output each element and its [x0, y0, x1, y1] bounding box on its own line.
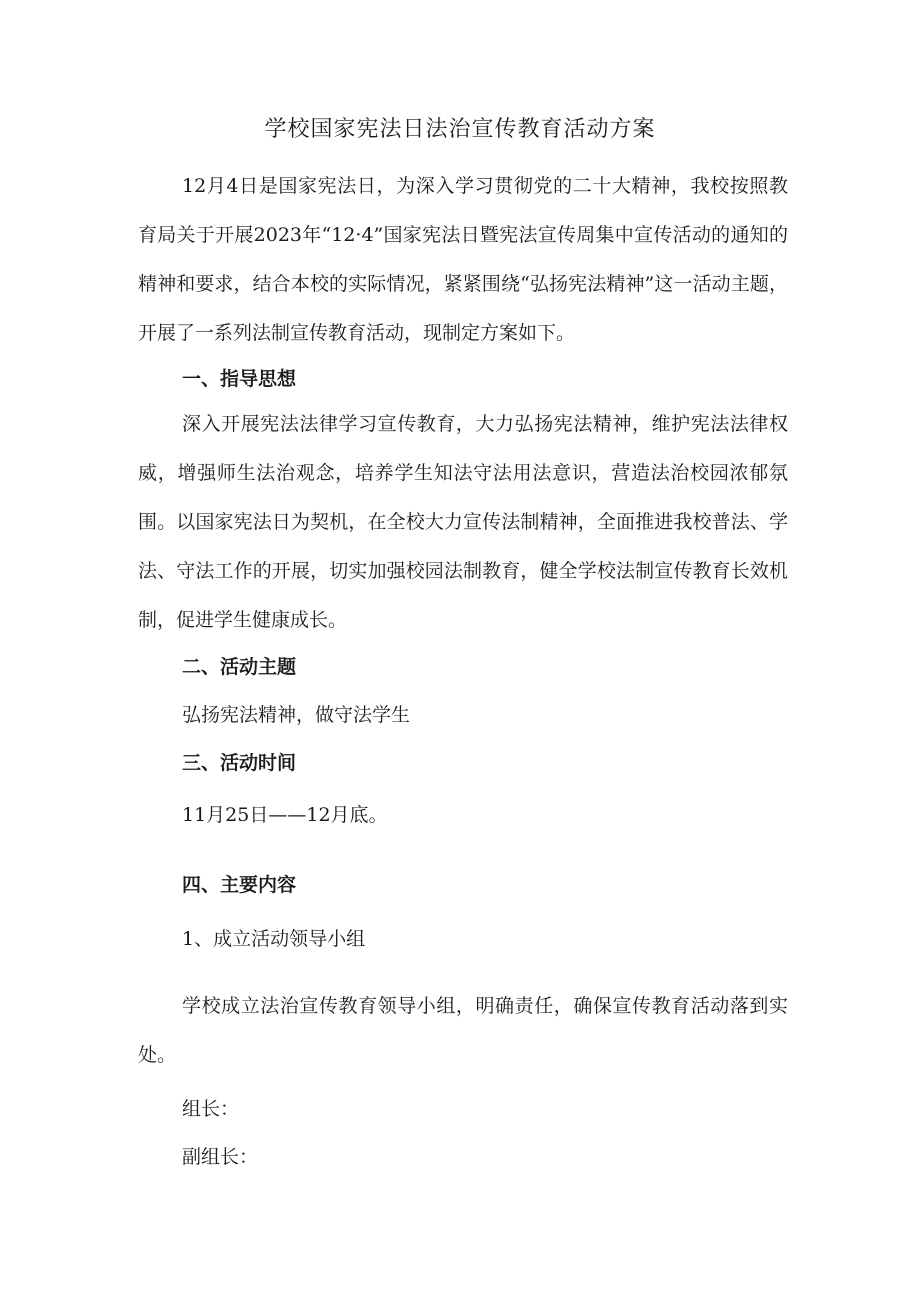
activity-theme-text: 弘扬宪法精神，做守法学生 [182, 704, 411, 726]
guiding-ideology-paragraph: 深入开展宪法法律学习宣传教育，大力弘扬宪法精神，维护宪法法律权威，增强师生法治观念，培养学生知法守法用法意识，营造法治校园浓郁氛围。以国家宪法日为契机，在全校大力宣传法制精神，全面推进我校普法、学法、守法工作的开展，切实加强校园法制教育，健全学校法制宣传教育长效机制，促进学生健康成长。 [138, 413, 788, 631]
section-heading-main-content: 四、主要内容 [182, 874, 297, 896]
section-heading-activity-theme: 二、活动主题 [182, 656, 297, 678]
leader-label: 组长： [182, 1098, 240, 1120]
section-heading-guiding-ideology: 一、指导思想 [182, 368, 297, 390]
deputy-leader-label: 副组长： [182, 1146, 259, 1168]
activity-time-text: 11月25日——12月底。 [182, 804, 388, 826]
section-heading-activity-time: 三、活动时间 [182, 752, 297, 774]
document-title: 学校国家宪法日法治宣传教育活动方案 [264, 117, 656, 142]
main-content-item-1-body: 学校成立法治宣传教育领导小组，明确责任，确保宣传教育活动落到实处。 [138, 995, 788, 1066]
main-content-item-1-title: 1、成立活动领导小组 [182, 928, 366, 950]
intro-paragraph: 12月4日是国家宪法日，为深入学习贯彻党的二十大精神，我校按照教育局关于开展2023年“12·4”国家宪法日暨宪法宣传周集中宣传活动的通知的精神和要求，结合本校的实际情况，紧紧围绕“弘扬宪法精神”这一活动主题，开展了一系列法制宣传教育活动，现制定方案如下。 [138, 175, 788, 344]
